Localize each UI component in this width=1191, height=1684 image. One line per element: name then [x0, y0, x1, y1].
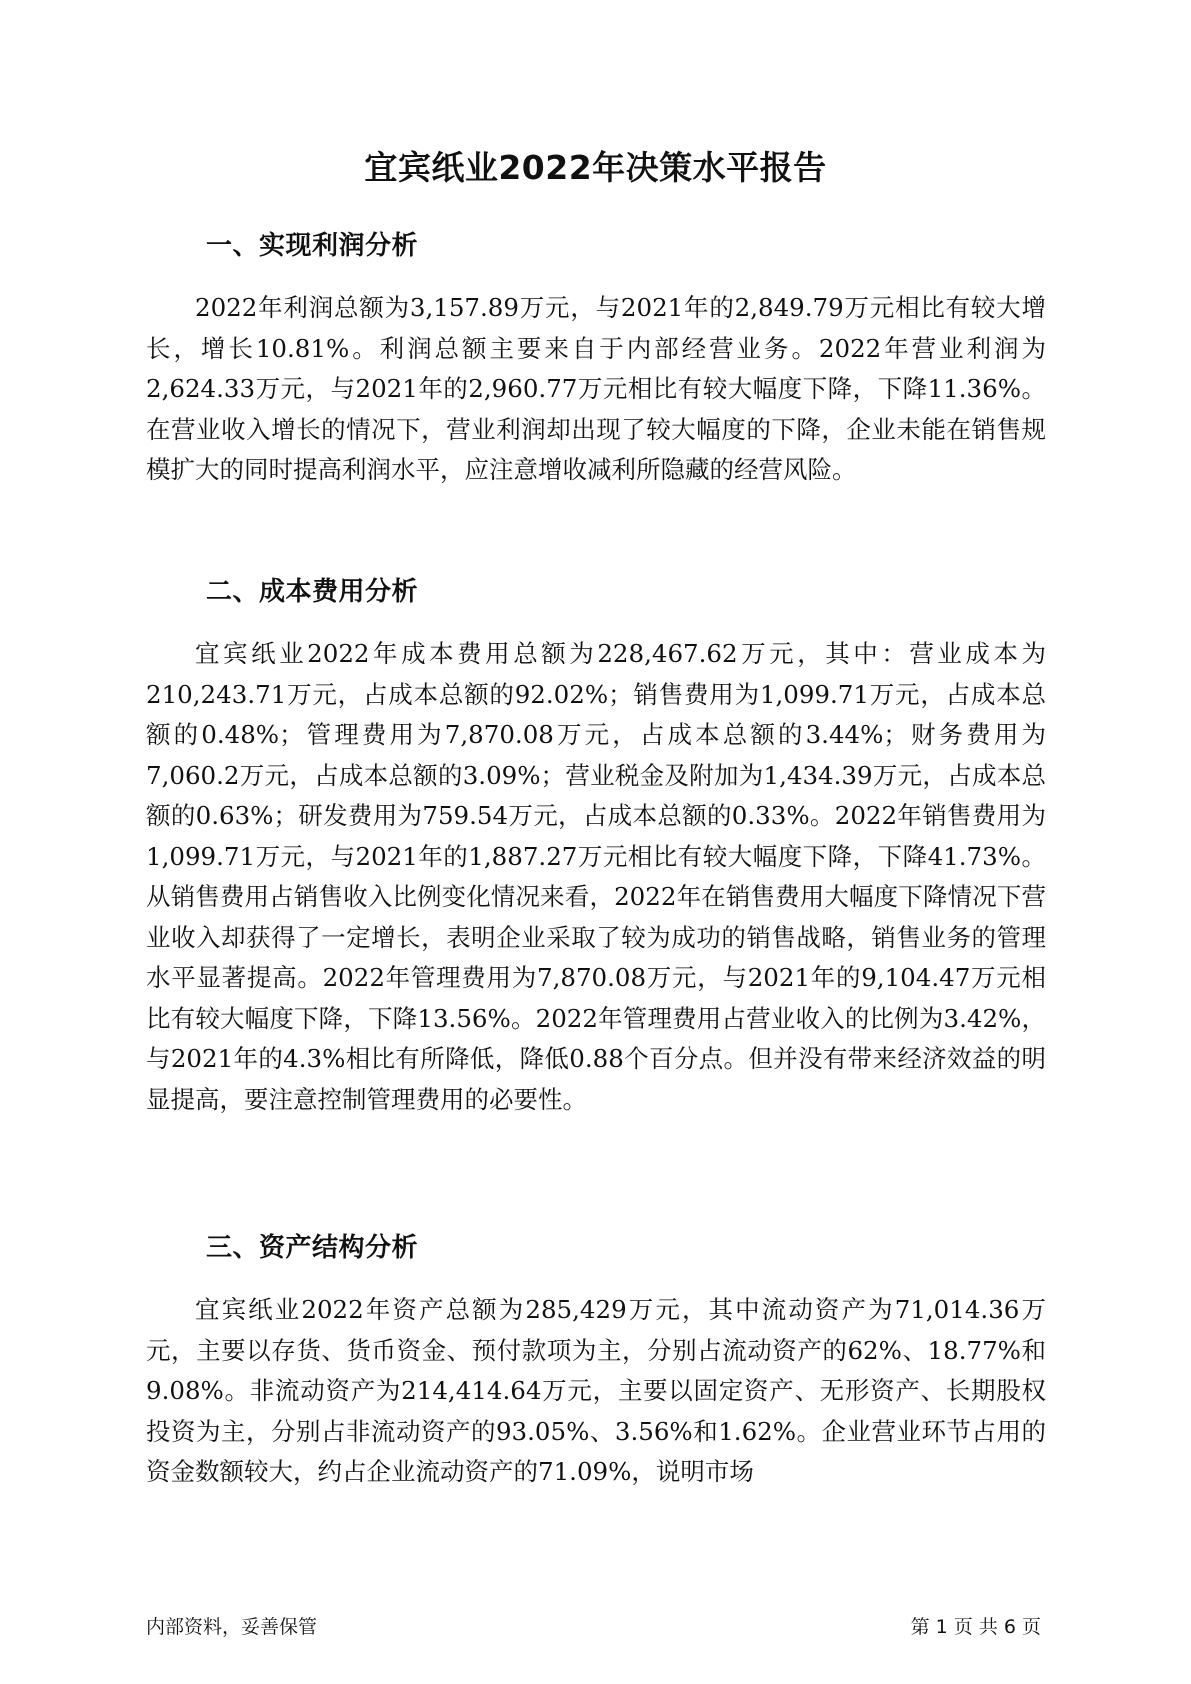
footer-page-number: 第 1 页 共 6 页 [910, 1616, 1041, 1638]
section-cost-analysis [146, 572, 1046, 1120]
footer-confidential-note: 内部资料，妥善保管 [146, 1616, 318, 1638]
page-title: 宜宾纸业2022年决策水平报告 [364, 148, 827, 187]
section-asset-structure-analysis [146, 1228, 1046, 1493]
section-paragraph: 宜宾纸业2022年资产总额为285,429万元，其中流动资产为71,014.36万元，主要以存货、货币资金、预付款项为主，分别占流动资产的62%、18.77%和9.08%。非流动资产为214,414.64万元，主要以固定资产、无形资产、长期股权投资为主，分别占非流动资产的93.05%、3.56%和1.62%。企业营业环节占用的资金数额较大，约占企业流动资产的71.09%，说明市场 [146, 1295, 1046, 1486]
section-heading: 三、资产结构分析 [206, 1233, 419, 1263]
section-paragraph: 2022年利润总额为3,157.89万元，与2021年的2,849.79万元相比有较大增长，增长10.81%。利润总额主要来自于内部经营业务。2022年营业利润为2,624.33万元，与2021年的2,960.77万元相比有较大幅度下降，下降11.36%。在营业收入增长的情况下，营业利润却出现了较大幅度的下降，企业未能在销售规模扩大的同时提高利润水平，应注意增收减利所隐藏的经营风险。 [146, 293, 1046, 484]
section-heading: 一、实现利润分析 [206, 231, 419, 261]
section-paragraph: 宜宾纸业2022年成本费用总额为228,467.62万元，其中：营业成本为210,243.71万元，占成本总额的92.02%；销售费用为1,099.71万元，占成本总额的0.48%；管理费用为7,870.08万元，占成本总额的3.44%；财务费用为7,060.2万元，占成本总额的3.09%；营业税金及附加为1,434.39万元，占成本总额的0.63%；研发费用为759.54万元，占成本总额的0.33%。2022年销售费用为1,099.71万元，与2021年的1,887.27万元相比有较大幅度下降，下降41.73%。从销售费用占销售收入比例变化情况来看，2022年在销售费用大幅度下降情况下营业收入却获得了一定增长，表明企业采取了较为成功的销售战略，销售业务的管理水平显著提高。2022年管理费用为7,870.08万元，与2021年的9,104.47万元相比有较大幅度下降，下降13.56%。2022年管理费用占营业收入的比例为3.42%，与2021年的4.3%相比有所降低，降低0.88个百分点。但并没有带来经济效益的明显提高，要注意控制管理费用的必要性。 [146, 639, 1046, 1114]
section-heading: 二、成本费用分析 [206, 577, 419, 607]
section-profit-analysis [146, 226, 1046, 491]
